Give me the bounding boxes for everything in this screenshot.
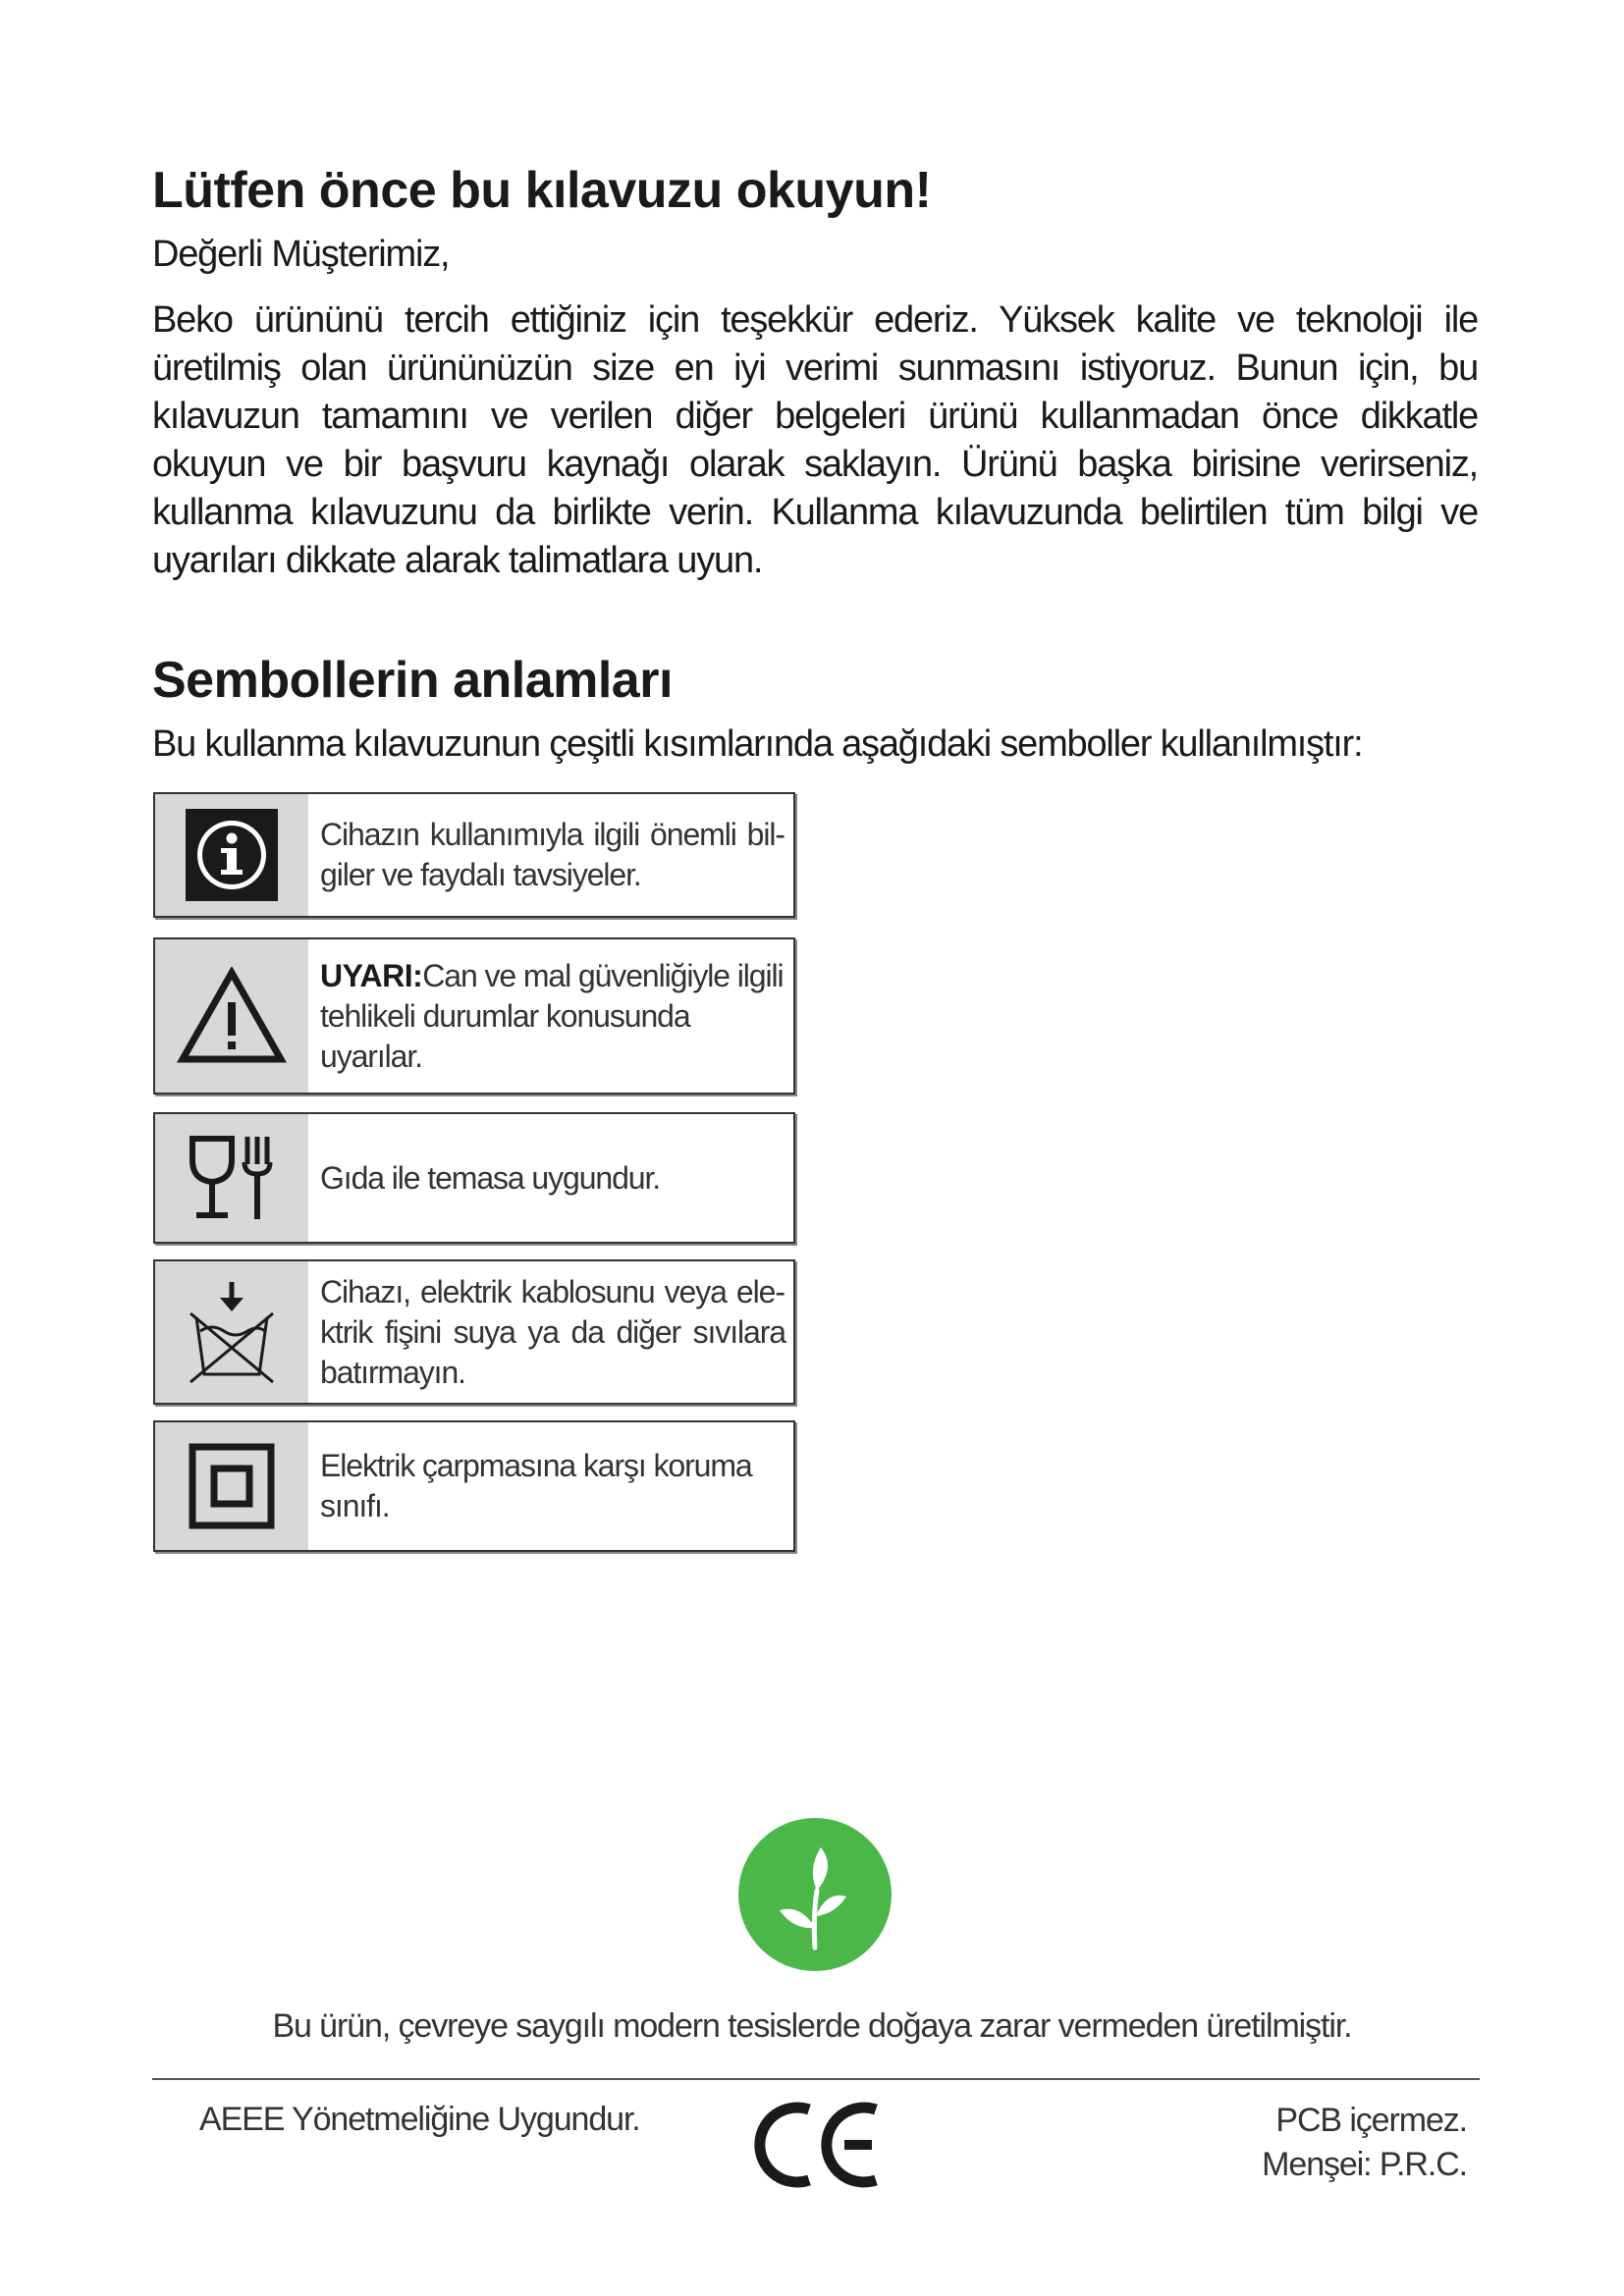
ce-mark-icon — [748, 2096, 886, 2194]
symbol-text: Cihazın kullanımıyla ilgili önemli bilgiler ve faydalı tavsiyeler. — [320, 817, 785, 892]
symbol-text-container — [308, 939, 793, 1093]
symbols-heading: Sembollerin anlamları — [152, 652, 673, 709]
symbol-icon-cell — [155, 794, 308, 916]
symbol-row-warning — [153, 937, 795, 1095]
eco-statement: Bu ürün, çevreye saygılı modern tesislerde doğaya zarar vermeden üretilmiştir. — [272, 2007, 1352, 2045]
symbol-text: Can ve mal güvenliğiyle ilgili tehlikeli durumlar konusunda uyarılar. — [320, 957, 784, 1074]
symbol-text: Gıda ile temasa uygundur. — [320, 1159, 661, 1196]
symbol-icon-cell — [155, 1422, 308, 1550]
symbols-lead: Bu kullanma kılavuzunun çeşitli kısımlarında aşağıdaki semboller kullanılmıştır: — [152, 723, 1363, 765]
symbol-row-protection-class — [153, 1420, 795, 1552]
do-not-immerse-icon — [185, 1280, 279, 1384]
eco-leaf-icon — [738, 1818, 892, 1971]
origin-statement: Menşei: P.R.C. — [1262, 2146, 1467, 2183]
warning-label: UYARI: — [320, 957, 423, 993]
greeting: Değerli Müşterimiz, — [152, 234, 450, 275]
symbol-text: Cihazı, elektrik kablosunu veya elektrik fişini suya ya da diğer sıvılara batırmayın. — [320, 1273, 785, 1390]
footer-divider — [152, 2078, 1480, 2080]
info-icon — [186, 809, 278, 901]
food-contact-icon — [185, 1129, 279, 1227]
symbol-row-do-not-immerse — [153, 1259, 795, 1405]
symbol-row-food-contact — [153, 1112, 795, 1244]
aeee-compliance: AEEE Yönetmeliğine Uygundur. — [199, 2101, 640, 2138]
symbol-row-info — [153, 792, 795, 918]
protection-class-ii-icon — [189, 1443, 275, 1529]
page-title: Lütfen önce bu kılavuzu okuyun! — [152, 162, 932, 219]
symbol-icon-cell — [155, 1261, 308, 1403]
intro-paragraph: Beko ürününü tercih ettiğiniz için teşekkür ederiz. Yüksek kalite ve teknoloji ile üretilmiş olan ürününüzün size en iyi verimi sunmasını istiyoruz. Bunun için, bu kılavuzun tamamını ve verilen diğer belgeleri ürünü kullanmadan önce dikkatle okuyun ve bir başvuru kaynağı olarak saklayın. Ürünü başka birisine verirseniz, kullanma kılavuzunu da birlikte verin. Kullanma kılavuzunda belirtilen tüm bilgi ve uyarıları dikkate alarak talimatlara uyun. — [152, 299, 1478, 581]
warning-triangle-icon — [177, 967, 287, 1065]
footer-right — [1262, 2099, 1467, 2187]
symbol-icon-cell — [155, 939, 308, 1093]
symbol-icon-cell — [155, 1114, 308, 1242]
symbol-text: Elektrik çarpmasına karşı koruma sınıfı. — [320, 1448, 752, 1523]
pcb-statement: PCB içermez. — [1275, 2102, 1467, 2139]
